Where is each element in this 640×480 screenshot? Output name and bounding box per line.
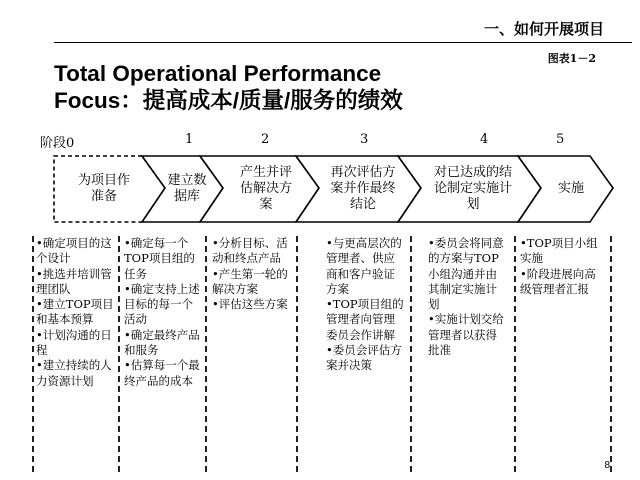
stage-label-3: 3 — [360, 132, 369, 147]
list-item: •估算每一个最终产品的成本 — [124, 358, 200, 388]
stage-4-activities — [428, 236, 508, 358]
column-divider — [610, 236, 612, 472]
stage-label-2: 2 — [261, 132, 270, 147]
list-item: •阶段进展向高级管理者汇报 — [520, 266, 596, 296]
stage-3-activities — [326, 236, 406, 374]
list-item: •确定支持上述目标的每一个活动 — [124, 281, 200, 327]
stage-label-4: 4 — [480, 132, 489, 147]
list-item: •产生第一轮的解决方案 — [212, 266, 288, 296]
stage-2-activities — [212, 236, 294, 312]
stage-5-activities — [520, 236, 602, 297]
chevron-text-5: 实施 — [557, 181, 584, 196]
page-number: 8 — [604, 460, 610, 471]
list-item: •实施计划交给管理者以获得批准 — [428, 312, 504, 358]
list-item: •分析目标、活动和终点产品 — [212, 236, 288, 266]
stage-label-0: 阶段0 — [40, 136, 75, 151]
list-item: •与更高层次的管理者、供应商和客户验证方案 — [326, 236, 402, 296]
list-item: •确定最终产品和服务 — [124, 327, 200, 358]
list-item: •计划沟通的日程 — [36, 327, 112, 358]
column-divider — [118, 236, 120, 472]
list-item: •TOP项目小组实施 — [520, 236, 598, 266]
stage-1-activities — [124, 236, 204, 389]
stage-label-1: 1 — [185, 132, 194, 147]
chevron-text-4: 对已达成的结论制定实施计划 — [433, 165, 512, 212]
section-header-title: 一、如何开展项目 — [483, 20, 604, 38]
stage-label-5: 5 — [556, 132, 565, 147]
chevron-text-1: 建立数据库 — [167, 173, 207, 204]
slide-title-line-1: Total Operational Performance — [54, 61, 382, 86]
chevron-text-3: 再次评估方案并作最终结论 — [330, 165, 396, 212]
chevron-text-0: 为项目作准备 — [77, 173, 130, 204]
figure-label: 图表1－2 — [547, 52, 596, 65]
column-divider — [410, 236, 412, 472]
list-item: •委员会将同意的方案与TOP小组沟通并由其制定实施计划 — [428, 236, 504, 312]
list-item: •确定每一个TOP项目组的任务 — [124, 236, 195, 281]
column-divider — [32, 236, 34, 472]
column-divider — [514, 236, 516, 472]
list-item: •建立持续的人力资源计划 — [36, 358, 112, 388]
chevron-text-2: 产生并评估解决方案 — [239, 165, 292, 212]
list-item: •委员会评估方案并决策 — [326, 343, 402, 373]
stage-0-activities — [36, 236, 116, 389]
column-divider — [205, 236, 207, 472]
column-divider — [296, 236, 298, 472]
list-item: •TOP项目组的管理者向管理委员会作讲解 — [326, 297, 404, 342]
list-item: •挑选并培训管理团队 — [36, 266, 112, 296]
list-item: •建立TOP项目和基本预算 — [36, 297, 114, 327]
slide-title-line-2: Focus：提高成本/质量/服务的绩效 — [54, 88, 403, 113]
list-item: •确定项目的这个设计 — [36, 236, 112, 266]
list-item: •评估这些方案 — [212, 297, 288, 312]
